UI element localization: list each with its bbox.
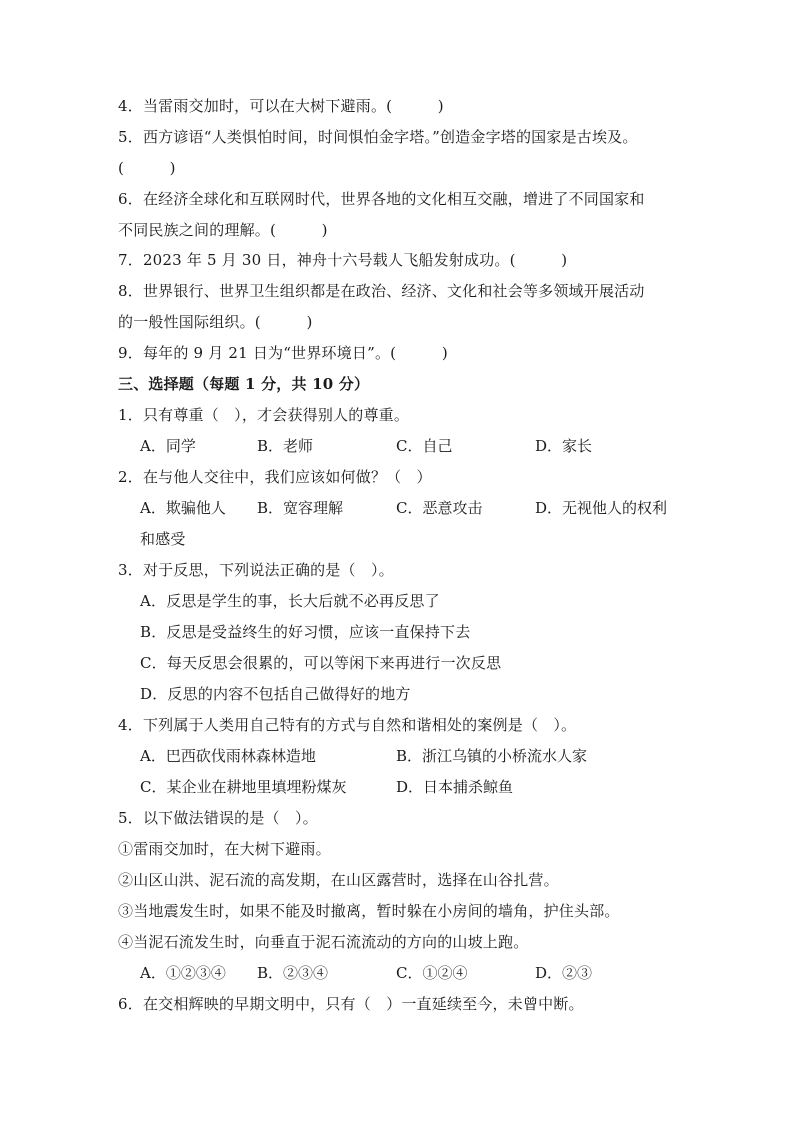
question-1-stem: 1．只有尊重（ ），才会获得别人的尊重。 <box>118 406 410 424</box>
judgement-item-7: 7．2023 年 5 月 30 日，神舟十六号载人飞船发射成功。( ) <box>118 251 568 269</box>
q5-option-d: D．②③ <box>535 964 593 982</box>
q2-option-c: C．恶意攻击 <box>396 499 483 517</box>
q1-option-c: C．自己 <box>396 437 453 455</box>
q5-statement-2: ②山区山洪、泥石流的高发期，在山区露营时，选择在山谷扎营。 <box>118 871 559 889</box>
question-5-options <box>140 963 700 983</box>
question-2-option-d-cont: 和感受 <box>140 530 186 548</box>
q3-option-b: B．反思是受益终生的好习惯，应该一直保持下去 <box>140 623 471 641</box>
judgement-item-5-cont: ( ) <box>118 159 176 177</box>
judgement-item-9: 9．每年的 9 月 21 日为“世界环境日”。( ) <box>118 344 448 362</box>
judgement-item-6-cont: 不同民族之间的理解。( ) <box>118 221 328 239</box>
question-5-stem: 5．以下做法错误的是（ ）。 <box>118 809 318 827</box>
question-4-options-row-2 <box>140 777 700 797</box>
q3-option-a: A．反思是学生的事，长大后就不必再反思了 <box>140 592 440 610</box>
q5-statement-3: ③当地震发生时，如果不能及时撤离，暂时躲在小房间的墙角，护住头部。 <box>118 902 620 920</box>
q5-statement-4: ④当泥石流发生时，向垂直于泥石流流动的方向的山坡上跑。 <box>118 933 529 951</box>
q1-option-d: D．家长 <box>535 437 593 455</box>
judgement-item-8-cont: 的一般性国际组织。( ) <box>118 313 313 331</box>
question-4-options-row-1 <box>140 746 700 766</box>
q4-option-c: C．某企业在耕地里填埋粉煤灰 <box>140 778 347 796</box>
q2-option-b: B．宽容理解 <box>257 499 344 517</box>
q5-option-c: C．①②④ <box>396 964 468 982</box>
judgement-item-8: 8．世界银行、世界卫生组织都是在政治、经济、文化和社会等多领域开展活动 <box>118 282 645 300</box>
question-2-stem: 2．在与他人交往中，我们应该如何做？（ ） <box>118 468 432 486</box>
q5-option-a: A．①②③④ <box>140 964 226 982</box>
q4-option-a: A．巴西砍伐雨林森林造地 <box>140 747 316 765</box>
q1-option-b: B．老师 <box>257 437 314 455</box>
q2-option-d: D．无视他人的权利 <box>535 499 668 517</box>
question-1-options <box>140 436 700 456</box>
question-2-options <box>140 498 700 518</box>
q4-option-b: B．浙江乌镇的小桥流水人家 <box>396 747 588 765</box>
q3-option-c: C．每天反思会很累的，可以等闲下来再进行一次反思 <box>140 654 502 672</box>
q5-option-b: B．②③④ <box>257 964 329 982</box>
q3-option-d: D．反思的内容不包括自己做得好的地方 <box>140 685 411 703</box>
judgement-item-5: 5．西方谚语“人类惧怕时间，时间惧怕金字塔。”创造金字塔的国家是古埃及。 <box>118 128 638 146</box>
q5-statement-1: ①雷雨交加时，在大树下避雨。 <box>118 840 331 858</box>
section-title: 三、选择题（每题 1 分，共 10 分） <box>118 375 370 393</box>
q4-option-d: D．日本捕杀鲸鱼 <box>396 778 514 796</box>
question-3-stem: 3．对于反思，下列说法正确的是（ ）。 <box>118 561 394 579</box>
judgement-item-4: 4．当雷雨交加时，可以在大树下避雨。( ) <box>118 97 444 115</box>
question-6-stem: 6．在交相辉映的早期文明中，只有（ ）一直延续至今，未曾中断。 <box>118 995 584 1013</box>
q1-option-a: A．同学 <box>140 437 196 455</box>
question-4-stem: 4．下列属于人类用自己特有的方式与自然和谐相处的案例是（ ）。 <box>118 716 577 734</box>
q2-option-a: A．欺骗他人 <box>140 499 226 517</box>
judgement-item-6: 6．在经济全球化和互联网时代，世界各地的文化相互交融，增进了不同国家和 <box>118 190 645 208</box>
